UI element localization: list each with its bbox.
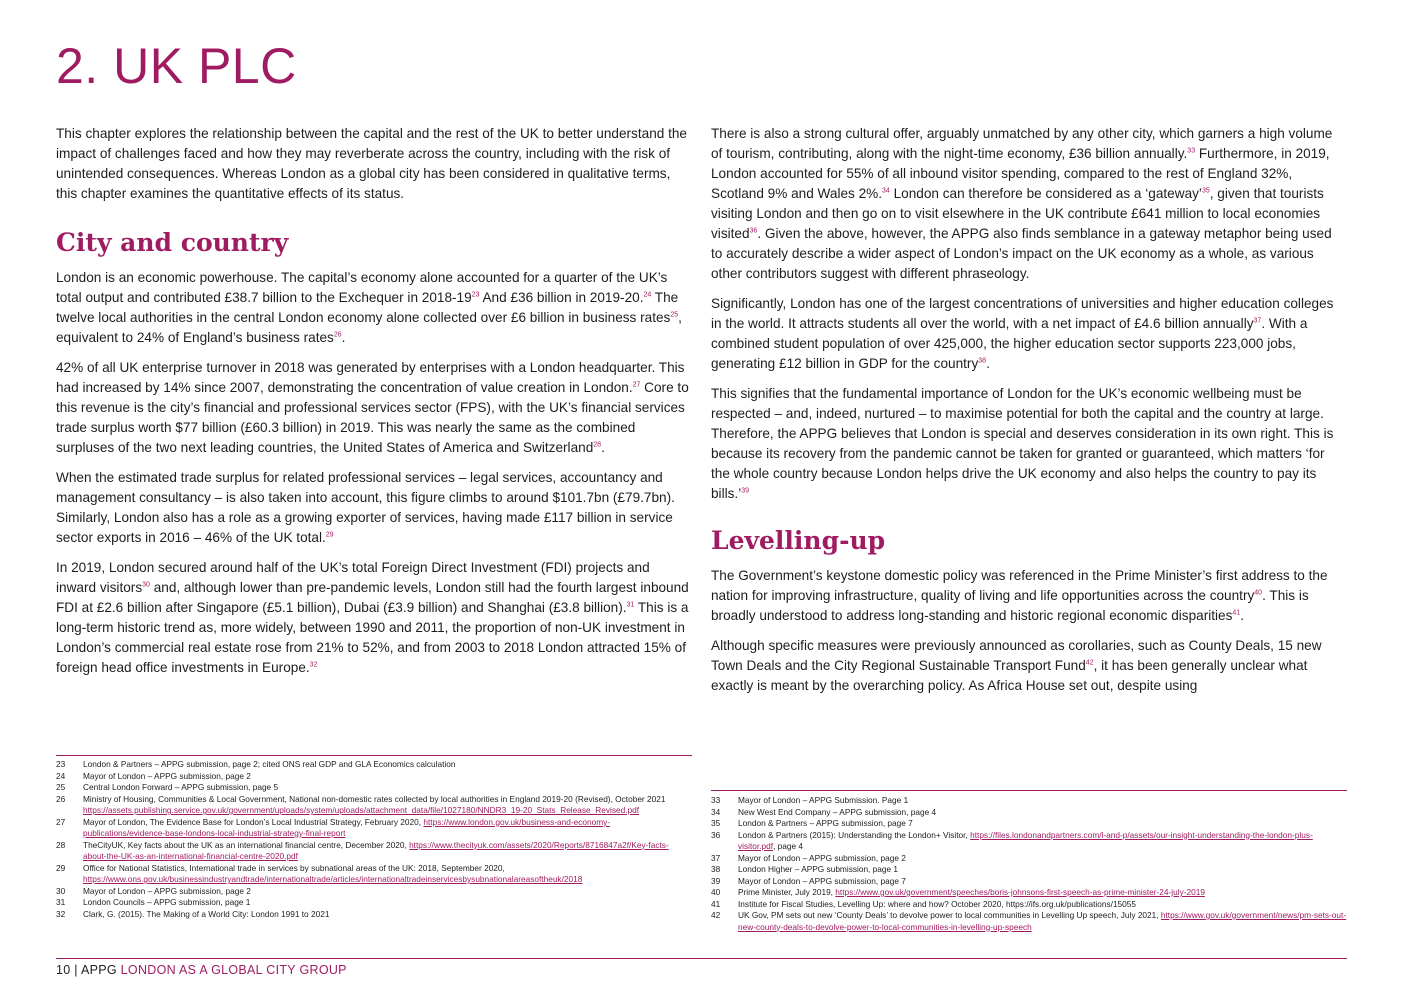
footnote-text: Central London Forward – APPG submission, page 5 [83, 782, 279, 792]
footnote-item [56, 782, 692, 794]
footnote-ref[interactable]: 34 [882, 187, 890, 195]
right-column [711, 124, 1345, 706]
footnote-number: 24 [56, 770, 66, 781]
footnote-item [56, 863, 692, 886]
page-title: 2. UK PLC [56, 38, 297, 94]
section-heading-city-and-country: City and country [56, 228, 289, 257]
footnote-text: Clark, G. (2015). The Making of a World City: London 1991 to 2021 [83, 908, 330, 919]
footnote-text: Institute for Fiscal Studies, Levelling Up: where and how? October 2020, https://ifs.org.uk/publications/15055 [738, 898, 1137, 909]
footnote-item [711, 830, 1347, 853]
footnote-ref[interactable]: 23 [471, 291, 480, 299]
paragraph: When the estimated trade surplus for related professional services – legal services, accountancy and management consultancy – is also taken into account, this figure climbs to around $101.7bn (£79.7bn). Similarly, London also has a role as a growing exporter of services, having made £117 billion in service sector exports in 2016 – 46% of the UK total.$^{29}$ [56, 470, 675, 545]
footnote-number: 27 [56, 816, 66, 827]
paragraph: In 2019, London secured around half of the UK’s total Foreign Direct Investment (FDI) projects and inward visitors$^{30}$ and, although lower than pre-pandemic levels, London still had the fourth largest inbound FDI at £2.6 billion after Singapore (£5.1 billion), Dubai (£3.9 billion) and Shanghai (£3.8 billion).$^{31}$ This is a long-term historic trend as, more widely, between 1990 and 2011, the proportion of non-UK investment in London’s commercial real estate rose from 21% to 52%, and from 2003 to 2018 London attracted 15% of foreign head office investments in Europe.$^{32}$ [56, 560, 689, 675]
footnote-ref[interactable]: 30 [142, 581, 150, 589]
footnote-ref[interactable]: 25 [670, 311, 679, 319]
footnote-number: 40 [711, 887, 721, 897]
footnote-ref[interactable]: 28 [593, 441, 602, 449]
footnote-text: London Councils – APPG submission, page 1 [83, 897, 251, 907]
footnote-item [56, 909, 692, 921]
footnote-link[interactable]: https://www.gov.uk/government/speeches/boris-johnsons-first-speech-as-prime-minister-24-july-2019 [835, 887, 1205, 897]
footnote-link[interactable]: https://www.gov.uk/government/news/pm-sets-out-new-county-deals-to-devolve-power-to-local-communities-in-levelling-up-speech [738, 910, 1347, 932]
footnotes-right [711, 795, 1347, 933]
footnote-number: 31 [56, 897, 66, 907]
footnote-divider-left [56, 755, 692, 756]
footnote-number: 28 [56, 839, 66, 850]
footnote-number: 32 [56, 908, 66, 919]
footer-separator: | [74, 963, 78, 977]
footnote-ref[interactable]: 33 [1187, 147, 1196, 155]
footnote-number: 25 [56, 782, 66, 792]
footnotes-left [56, 759, 692, 920]
footnote-item [711, 818, 1347, 830]
footnote-text: Mayor of London – APPG submission, page 2 [83, 885, 251, 896]
footnote-text: Mayor of London – APPG submission, page 2 [83, 770, 251, 781]
footnote-item [711, 853, 1347, 865]
footnote-number: 23 [56, 759, 66, 769]
footnote-divider-right [711, 790, 1347, 791]
footnote-ref[interactable]: 39 [741, 487, 750, 495]
footer-appg: APPG [80, 963, 117, 977]
paragraph: The Government’s keystone domestic policy was referenced in the Prime Minister’s first address to the nation for improving infrastructure, quality of living and life opportunities across the country$^{40}$. This is broadly understood to address long-standing and historic regional economic disparities$^{41}$. [711, 568, 1328, 623]
footnote-item [56, 897, 692, 909]
footnote-ref[interactable]: 29 [325, 531, 334, 539]
footnote-text: Mayor of London, The Evidence Base for London’s Local Industrial Strategy, February 2020, https://www.london.gov.uk/business-and-economy-publications/evidence-base-londons-local-industrial-strategy-final-report [83, 816, 611, 838]
footnote-ref[interactable]: 32 [309, 661, 318, 669]
paragraph: Significantly, London has one of the largest concentrations of universities and higher education colleges in the world. It attracts students all over the world, with a net impact of £4.6 billion annually$^{37}$. With a combined student population of over 425,000, the higher education sector supports 223,000 jobs, generating £12 billion in GDP for the country$^{38}$. [711, 296, 1334, 371]
footnote-text: London & Partners (2015): Understanding the London+ Visitor, https://files.londonandpartners.com/l-and-p/assets/our-insight-understanding-the-london-plus-visitor.pdf, page 4 [738, 829, 1313, 851]
footnote-item [711, 910, 1347, 933]
footnote-ref[interactable]: 37 [1253, 317, 1262, 325]
paragraph: There is also a strong cultural offer, arguably unmatched by any other city, which garners a high volume of tourism, contributing, along with the night-time economy, £36 billion annually.$^{33}$ Furthermore, in 2019, London accounted for 55% of all inbound visitor spending, compared to the rest of England 32%, Scotland 9% and Wales 2%.$^{34}$ London can therefore be considered as a ‘gateway’$^{35}$, given that tourists visiting London and then go on to visit elsewhere in the UK contribute £641 million to local economies visited$^{36}$. Given the above, however, the APPG also finds semblance in a gateway metaphor being used to accurately describe a wider aspect of London’s impact on the UK economy as a whole, as various other contributors suggest with different phraseology. [711, 126, 1333, 281]
footnote-link[interactable]: https://files.londonandpartners.com/l-and-p/assets/our-insight-understanding-the-london-plus-visitor.pdf [738, 829, 1313, 851]
footnote-text: London & Partners – APPG submission, page 7 [738, 818, 913, 828]
footnote-text: Prime Minister, July 2019, https://www.gov.uk/government/speeches/boris-johnsons-first-speech-as-prime-minister-24-july-2019 [738, 887, 1205, 897]
paragraph: 42% of all UK enterprise turnover in 2018 was generated by enterprises with a London headquarter. This had increased by 14% since 2007, demonstrating the concentration of value creation in London.$^{27}$ Core to this revenue is the city’s financial and professional services sector (FPS), with the UK’s financial services trade surplus worth $77 billion (£60.3 billion) in 2019. This was nearly the same as the combined surpluses of the two next leading countries, the United States of America and Switzerland$^{28}$. [56, 360, 689, 455]
footnote-item [56, 840, 692, 863]
footnote-text: Ministry of Housing, Communities & Local Government, National non-domestic rates collected by local authorities in England 2019-20 (Revised), October 2021 https://assets.publishing.service.gov.uk/government/uploads/system/uploads/attachment_data/file/1027180/NNDR3_19-20_Stats_Release_Revised.pdf [83, 793, 666, 815]
page-footer [56, 963, 347, 977]
footnote-number: 36 [711, 829, 721, 840]
footnote-item [711, 899, 1347, 911]
footnote-text: New West End Company – APPG submission, page 4 [738, 806, 937, 817]
footnote-ref[interactable]: 35 [1201, 187, 1210, 195]
footnote-ref[interactable]: 41 [1232, 609, 1241, 617]
footnote-link[interactable]: https://www.ons.gov.uk/businessindustryandtrade/internationaltrade/articles/internationaltradeinservicesbysubnationalareasoftheuk/2018 [83, 874, 583, 884]
footnote-ref[interactable]: 36 [749, 227, 758, 235]
left-column [56, 124, 690, 688]
paragraph: Although specific measures were previously announced as corollaries, such as County Deals, 15 new Town Deals and the City Regional Sustainable Transport Fund$^{42}$, it has been generally unclear what exactly is meant by the overarching policy. As Africa House set out, despite using [711, 638, 1322, 693]
footnote-number: 38 [711, 864, 721, 874]
footnote-ref[interactable]: 42 [1085, 659, 1094, 667]
footnote-ref[interactable]: 27 [632, 381, 641, 389]
footnote-item [56, 794, 692, 817]
footnote-number: 33 [711, 795, 721, 805]
footnote-number: 34 [711, 806, 721, 817]
footnote-text: TheCityUK, Key facts about the UK as an international financial centre, December 2020, https://www.thecityuk.com/assets/2020/Reports/8716847a2f/Key-facts-about-the-UK-as-an-international-financial-centre-2020.pdf [83, 839, 669, 861]
footnote-link[interactable]: https://www.london.gov.uk/business-and-economy-publications/evidence-base-londons-local-industrial-strategy-final-report [83, 816, 611, 838]
footnote-link[interactable]: https://assets.publishing.service.gov.uk/government/uploads/system/uploads/attachment_data/file/1027180/NNDR3_19-20_Stats_Release_Revised.pdf [83, 805, 640, 815]
footnote-text: Mayor of London – APPG submission, page 7 [738, 875, 906, 886]
footnote-item [711, 876, 1347, 888]
footnote-text: Mayor of London – APPG submission, page 2 [738, 852, 906, 863]
footnote-ref[interactable]: 26 [333, 331, 342, 339]
paragraph: This signifies that the fundamental importance of London for the UK’s economic wellbeing must be respected – and, indeed, nurtured – to maximise potential for both the capital and the country at large. Therefore, the APPG believes that London is special and deserves consideration in its own right. This is because its recovery from the pandemic cannot be taken for granted or guaranteed, which matters ‘for the whole country because London helps drive the UK economy and also helps the country to pay its bills.’$^{39}$ [711, 386, 1334, 501]
footnote-number: 39 [711, 875, 721, 886]
footnote-text: Mayor of London – APPG Submission. Page 1 [738, 795, 909, 805]
footer-divider [56, 958, 1347, 959]
footnote-item [711, 887, 1347, 899]
footnote-text: London & Partners – APPG submission, page 2; cited ONS real GDP and GLA Economics calculation [83, 759, 456, 769]
footnote-number: 29 [56, 862, 66, 873]
footnote-item [711, 864, 1347, 876]
footnote-link[interactable]: https://www.thecityuk.com/assets/2020/Reports/8716847a2f/Key-facts-about-the-UK-as-an-international-financial-centre-2020.pdf [83, 839, 669, 861]
footnote-item [56, 771, 692, 783]
intro-paragraph: This chapter explores the relationship between the capital and the rest of the UK to better understand the impact of challenges faced and how they may reverberate across the country, including with the risk of unintended consequences. Whereas London as a global city has been considered in qualitative terms, this chapter examines the quantitative effects of its status. [56, 126, 687, 201]
footnote-number: 35 [711, 818, 721, 828]
section-heading-levelling-up: Levelling-up [711, 526, 886, 555]
footnote-item [56, 817, 692, 840]
footnote-number: 41 [711, 898, 721, 909]
footer-group-name: LONDON AS A GLOBAL CITY GROUP [120, 963, 347, 977]
footnote-text: Office for National Statistics, International trade in services by subnational areas of the UK: 2018, September 2020, https://www.ons.gov.uk/businessindustryandtrade/internationaltrade/articles/internationaltradeinservicesbysubnationalareasoftheuk/2018 [83, 862, 583, 884]
footnote-ref[interactable]: 24 [643, 291, 652, 299]
footnote-ref[interactable]: 31 [626, 601, 635, 609]
footnote-ref[interactable]: 38 [978, 357, 987, 365]
footnote-number: 37 [711, 852, 721, 863]
footnote-number: 30 [56, 885, 66, 896]
footnote-ref[interactable]: 40 [1254, 589, 1263, 597]
footnote-text: London Higher – APPG submission, page 1 [738, 864, 899, 874]
footnote-item [56, 759, 692, 771]
page-number: 10 [56, 963, 71, 977]
footnote-item [711, 795, 1347, 807]
footnote-number: 42 [711, 910, 721, 920]
paragraph: London is an economic powerhouse. The capital’s economy alone accounted for a quarter of the UK’s total output and contributed £38.7 billion to the Exchequer in 2018-19$^{23}$ And £36 billion in 2019-20.24 The twelve local authorities in the central London economy alone collected over £6 billion in business rates$^{25}$, equivalent to 24% of England’s business rates$^{26}$. [56, 270, 682, 345]
footnote-item [711, 807, 1347, 819]
footnote-number: 26 [56, 793, 66, 804]
footnote-text: UK Gov, PM sets out new ‘County Deals’ to devolve power to local communities in Levelling Up speech, July 2021, https://www.gov.uk/government/news/pm-sets-out-new-county-deals-to-devolve-power-to-local-communities-in-levelling-up-speech [738, 910, 1347, 932]
footnote-item [56, 886, 692, 898]
